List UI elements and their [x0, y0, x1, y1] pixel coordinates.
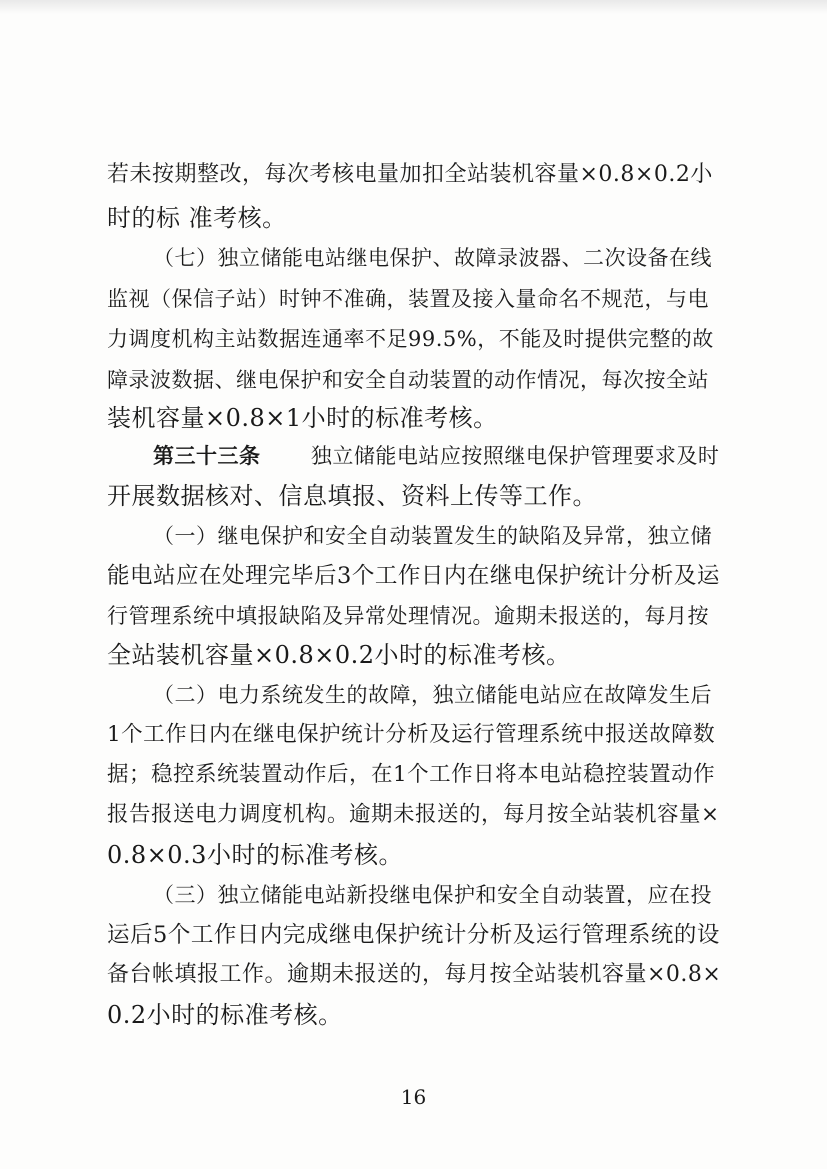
text-line: 备台帐填报工作。逾期未报送的，每月按全站装机容量×0.8× — [107, 962, 722, 987]
text-line: 开展数据核对、信息填报、资料上传等工作。 — [107, 482, 597, 510]
text-line: 据；稳控系统装置动作后，在1个工作日将本电站稳控装置动作 — [107, 762, 716, 787]
page-number: 16 — [400, 1085, 427, 1109]
text-line: 装机容量×0.8×1小时的标准考核。 — [107, 404, 498, 432]
text-line: 障录波数据、继电保护和安全自动装置的动作情况，每次按全站 — [107, 368, 709, 392]
text-line: 运后5个工作日内完成继电保护统计分析及运行管理系统的设 — [107, 922, 720, 948]
text-line: 时的标 准考核。 — [107, 204, 287, 232]
scan-edge-shadow — [0, 0, 827, 14]
text-line: 行管理系统中填报缺陷及异常处理情况。逾期未报送的，每月按 — [107, 604, 709, 628]
article-heading: 第三十三条 — [153, 443, 261, 468]
text-line: （一）继电保护和安全自动装置发生的缺陷及异常，独立储 — [153, 524, 712, 548]
article-line — [153, 441, 719, 471]
text-line: 报告报送电力调度机构。逾期未报送的，每月按全站装机容量× — [107, 802, 720, 827]
text-line: 能电站应在处理完毕后3个工作日内在继电保护统计分析及运 — [107, 563, 720, 589]
text-line: 监视（保信子站）时钟不准确，装置及接入量命名不规范，与电 — [107, 287, 709, 311]
text-line: 力调度机构主站数据连通率不足99.5%，不能及时提供完整的故 — [107, 327, 714, 351]
text-line: （三）独立储能电站新投继电保护和安全自动装置，应在投 — [153, 883, 712, 907]
text-line: 全站装机容量×0.8×0.2小时的标准考核。 — [107, 641, 571, 669]
text-line: 若未按期整改，每次考核电量加扣全站装机容量×0.8×0.2小 — [107, 162, 713, 187]
text-line: （二）电力系统发生的故障，独立储能电站应在故障发生后 — [153, 683, 712, 707]
article-text: 独立储能电站应按照继电保护管理要求及时 — [310, 444, 720, 468]
text-line: 1个工作日内在继电保护统计分析及运行管理系统中报送故障数 — [107, 722, 716, 747]
text-line: （七）独立储能电站继电保护、故障录波器、二次设备在线 — [153, 246, 712, 270]
text-line: 0.2小时的标准考核。 — [107, 1001, 343, 1029]
text-line: 0.8×0.3小时的标准考核。 — [107, 841, 403, 869]
